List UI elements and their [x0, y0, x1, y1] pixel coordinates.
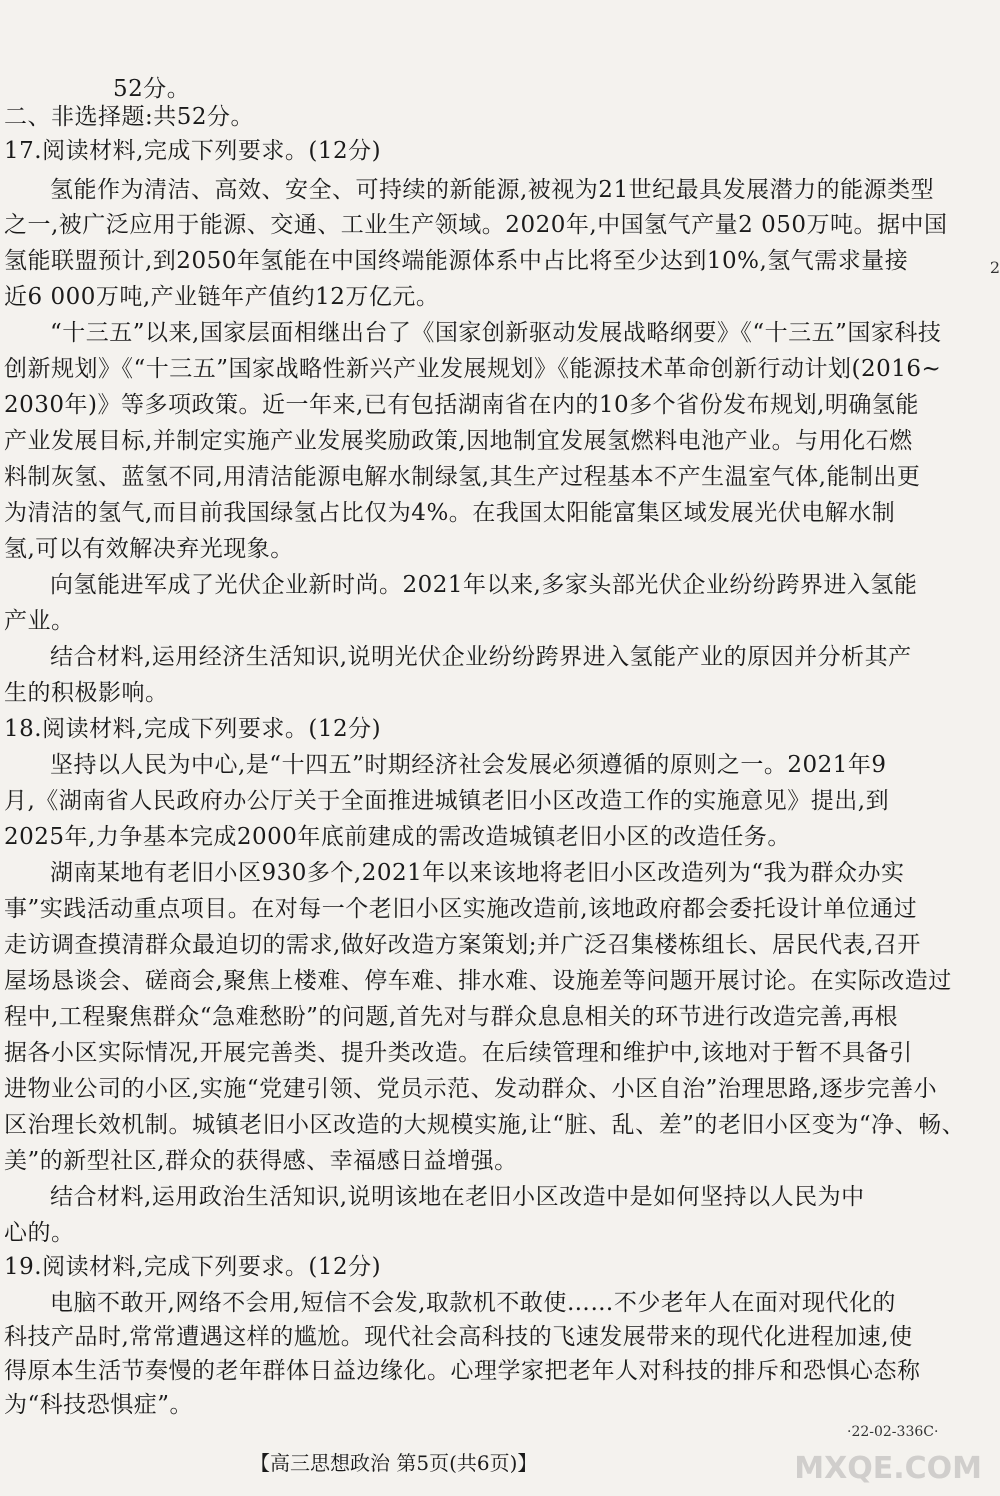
text-line: 向氢能进军成了光伏企业新时尚。2021年以来,多家头部光伏企业纷纷跨界进入氢能 [50, 572, 918, 598]
page-footer: 【高三思想政治 第5页(共6页)】 [250, 1451, 538, 1475]
text-line: 坚持以人民为中心,是“十四五”时期经济社会发展必须遵循的原则之一。2021年9 [50, 752, 887, 778]
text-line: 产业。 [4, 608, 75, 634]
text-line: 湖南某地有老旧小区930多个,2021年以来该地将老旧小区改造列为“我为群众办实 [50, 860, 905, 886]
text-line: 2025年,力争基本完成2000年底前建成的需改造城镇老旧小区的改造任务。 [4, 824, 791, 850]
text-line: 得原本生活节奏慢的老年群体日益边缘化。心理学家把老年人对科技的排斥和恐惧心态称 [4, 1358, 921, 1384]
text-line: 美”的新型社区,群众的获得感、幸福感日益增强。 [4, 1148, 518, 1174]
text-line: 料制灰氢、蓝氢不同,用清洁能源电解水制绿氢,其生产过程基本不产生温室气体,能制出更 [4, 464, 921, 490]
text-line: 近6 000万吨,产业链年产值约12万亿元。 [4, 284, 440, 310]
text-line: 氢能联盟预计,到2050年氢能在中国终端能源体系中占比将至少达到10%,氢气需求量接 [4, 248, 909, 274]
text-line: 月,《湖南省人民政府办公厅关于全面推进城镇老旧小区改造工作的实施意见》提出,到 [4, 788, 890, 814]
text-line: 氢,可以有效解决弃光现象。 [4, 536, 294, 562]
text-line: 屋场恳谈会、磋商会,聚焦上楼难、停车难、排水难、设施差等问题开展讨论。在实际改造过 [4, 968, 952, 994]
watermark-logo: MXQE.COM [794, 1451, 982, 1486]
text-line: 电脑不敢开,网络不会用,短信不会发,取款机不敢使……不少老年人在面对现代化的 [50, 1290, 896, 1316]
document-code: ·22-02-336C· [847, 1424, 939, 1440]
text-line: 产业发展目标,并制定实施产业发展奖励政策,因地制宜发展氢燃料电池产业。与用化石燃 [4, 428, 913, 454]
text-line: 据各小区实际情况,开展完善类、提升类改造。在后续管理和维护中,该地对于暂不具备引 [4, 1040, 913, 1066]
text-line: 进物业公司的小区,实施“党建引领、党员示范、发动群众、小区自治”治理思路,逐步完善小 [4, 1076, 938, 1102]
question-19-heading: 19.阅读材料,完成下列要求。(12分) [4, 1254, 382, 1280]
text-line: 为清洁的氢气,而目前我国绿氢占比仅为4%。在我国太阳能富集区域发展光伏电解水制 [4, 500, 896, 526]
question-prompt: 结合材料,运用政治生活知识,说明该地在老旧小区改造中是如何坚持以人民为中 [50, 1184, 865, 1210]
page-edge-mark: 2 [989, 258, 1000, 277]
text-line: 52分。 [113, 76, 191, 102]
question-17-heading: 17.阅读材料,完成下列要求。(12分) [4, 138, 382, 164]
text-line: 为“科技恐惧症”。 [4, 1392, 194, 1418]
text-line: 2030年)》等多项政策。近一年来,已有包括湖南省在内的10多个省份发布规划,明确氢能 [4, 392, 919, 418]
question-prompt: 生的积极影响。 [4, 680, 169, 706]
text-line: 之一,被广泛应用于能源、交通、工业生产领域。2020年,中国氢气产量2 050万吨。据中国 [4, 212, 948, 238]
text-line: 走访调查摸清群众最迫切的需求,做好改造方案策划;并广泛召集楼栋组长、居民代表,召开 [4, 932, 921, 958]
text-line: 区治理长效机制。城镇老旧小区改造的大规模实施,让“脏、乱、差”的老旧小区变为“净、畅、 [4, 1112, 966, 1138]
text-line: 氢能作为清洁、高效、安全、可持续的新能源,被视为21世纪最具发展潜力的能源类型 [50, 177, 935, 203]
question-18-heading: 18.阅读材料,完成下列要求。(12分) [4, 716, 382, 742]
text-line: 科技产品时,常常遭遇这样的尴尬。现代社会高科技的飞速发展带来的现代化进程加速,使 [4, 1324, 913, 1350]
text-line: 程中,工程聚焦群众“急难愁盼”的问题,首先对与群众息息相关的环节进行改造完善,再根 [4, 1004, 898, 1030]
text-line: 事”实践活动重点项目。在对每一个老旧小区实施改造前,该地政府都会委托设计单位通过 [4, 896, 918, 922]
question-prompt: 心的。 [4, 1220, 75, 1246]
section-heading: 二、非选择题:共52分。 [4, 104, 255, 130]
question-prompt: 结合材料,运用经济生活知识,说明光伏企业纷纷跨界进入氢能产业的原因并分析其产 [50, 644, 912, 670]
text-line: 创新规划》《“十三五”国家战略性新兴产业发展规划》《能源技术革命创新行动计划(2016~ [4, 356, 942, 382]
text-line: “十三五”以来,国家层面相继出台了《国家创新驱动发展战略纲要》《“十三五”国家科技 [50, 320, 942, 346]
